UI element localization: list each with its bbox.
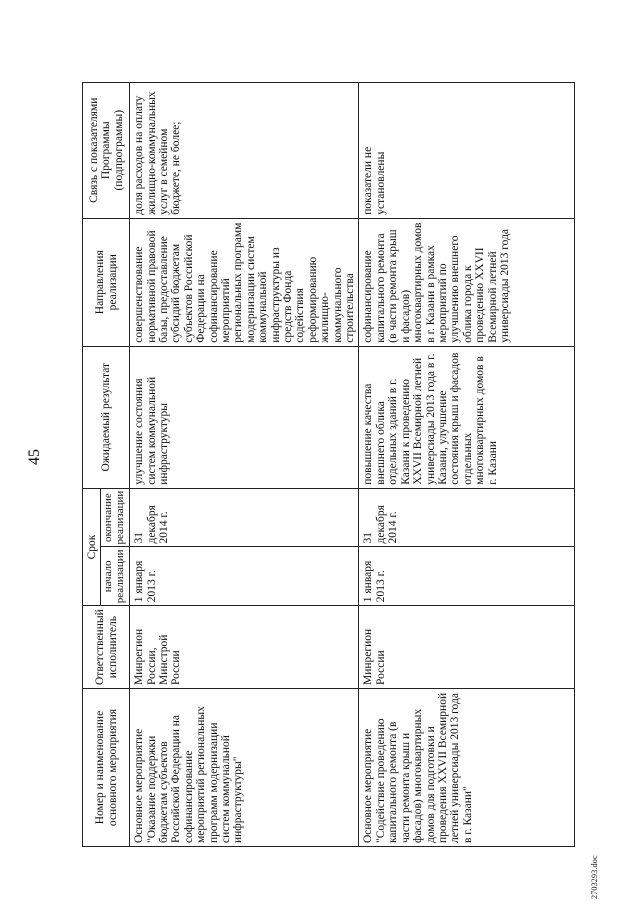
header-executor: Ответственный исполнитель [83, 606, 130, 689]
cell-result: повышение качества внешнего облика отдельных зданий в г. Казани к проведению XXVII Всемирной летней универсиады 2013 года в г. Казани, улучшение состояния крыш и фасадов отдельных многоквартирных домов в г. Казани [359, 346, 575, 488]
header-result: Ожидаемый результат [83, 346, 130, 488]
cell-executor: Минрегион России [359, 606, 575, 689]
header-directions: Направления реализации [83, 218, 130, 346]
header-end: окончание реализации [101, 488, 130, 547]
table-header [83, 82, 130, 846]
cell-end: 31 декабря 2014 г. [359, 488, 575, 547]
header-name: Номер и наименование основного мероприятия [83, 689, 130, 847]
page-number: 45 [26, 449, 43, 465]
cell-name: Основное мероприятие "Оказание поддержки бюджетам субъектов Российской Федерации на софинансирование мероприятий региональных программ модернизации систем коммунальной инфраструктуры" [130, 689, 359, 847]
cell-link: показатели не установлены [359, 82, 575, 218]
header-start: начало реализации [101, 547, 130, 606]
cell-start: 1 января 2013 г. [359, 547, 575, 606]
cell-name: Основное мероприятие "Содействие проведению капитального ремонта (в части ремонта крыш и фасадов) многоквартирных домов для подготовки и проведения XXVII Всемирной летней универсиады 2013 года в г. Казани" [359, 689, 575, 847]
cell-directions: софинансирование капитального ремонта (в части ремонта крыш и фасадов) многоквартирных домов в г. Казани в рамках мероприятий по улучшению внешнего облика города к проведению XXVII Всемирной летней универсиады 2013 года [359, 218, 575, 346]
header-term: Срок [83, 488, 101, 606]
cell-executor: Минрегион России, Минстрой России [130, 606, 359, 689]
measures-table [82, 82, 575, 847]
table-row [359, 82, 575, 846]
cell-result: улучшение состояния систем коммунальной инфраструктуры [130, 346, 359, 488]
cell-directions: совершенствование нормативной правовой базы, предоставление субсидий бюджетам субъектов Российской Федерации на софинансирование мероприятий региональных программ модернизации систем коммунальной инфраструктуры из средств Фонда содействия реформированию жилищно-коммунального строительства [130, 218, 359, 346]
cell-link: доля расходов на оплату жилищно-коммунальных услуг в семейном бюджете, не более; [130, 82, 359, 218]
header-link: Связь с показателями Программы (подпрограммы) [83, 82, 130, 218]
cell-start: 1 января 2013 г. [130, 547, 359, 606]
cell-end: 31 декабря 2014 г. [130, 488, 359, 547]
document-id: 2703293.doc [590, 855, 599, 899]
table-row [130, 82, 359, 846]
